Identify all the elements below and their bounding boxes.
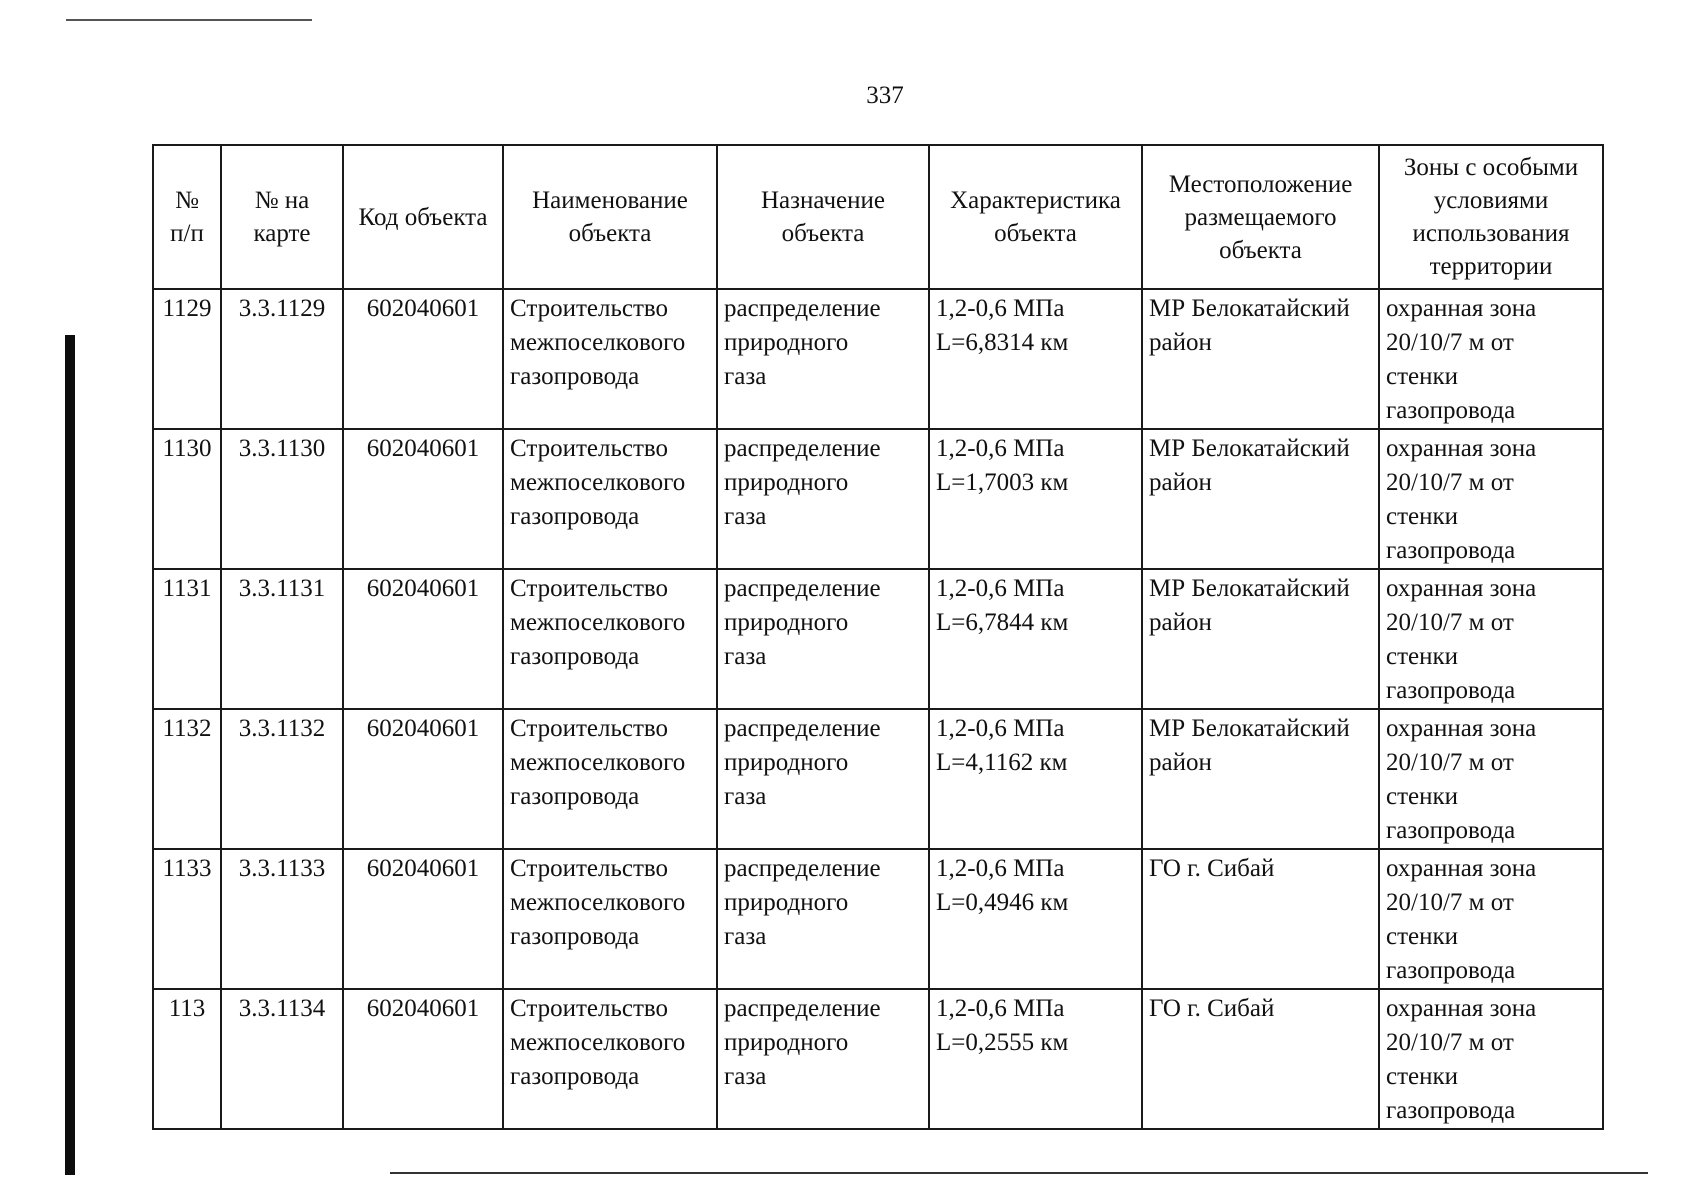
cell-map-num: 3.3.1134 (221, 989, 343, 1129)
cell-code: 602040601 (343, 989, 503, 1129)
table-row (153, 569, 1603, 709)
cell-purpose-lines (724, 572, 922, 674)
header-lines (346, 201, 500, 234)
text-line: природного (724, 749, 849, 776)
cell-num: 1130 (153, 429, 221, 569)
cell-location-lines (1149, 852, 1372, 886)
text-line: № на (254, 187, 310, 214)
text-line: стенки (1386, 643, 1459, 670)
text-line: L=1,7003 км (936, 469, 1069, 496)
header-lines (224, 184, 340, 250)
text-line: распределение (724, 855, 881, 882)
text-line: газопровода (1386, 817, 1516, 844)
cell-name-lines (510, 572, 710, 674)
cell-location-lines (1149, 712, 1372, 780)
text-line: стенки (1386, 923, 1459, 950)
text-line: газопровода (510, 923, 640, 950)
text-line: 1,2-0,6 МПа (936, 575, 1065, 602)
text-line: распределение (724, 715, 881, 742)
text-line: газопровода (1386, 677, 1516, 704)
cell-name-lines (510, 992, 710, 1094)
text-line: размещаемого (1184, 203, 1337, 231)
text-line: Строительство (510, 435, 669, 462)
cell-num: 1132 (153, 709, 221, 849)
text-line: газопровода (510, 783, 640, 810)
cell-purpose-lines (724, 292, 922, 394)
text-line: газопровода (1386, 957, 1516, 984)
text-line: район (1149, 329, 1212, 356)
cell-zone (1379, 709, 1603, 849)
cell-name (503, 849, 717, 989)
cell-purpose-lines (724, 992, 922, 1094)
cell-zone (1379, 989, 1603, 1129)
text-line: L=0,2555 км (936, 1029, 1069, 1056)
table-row (153, 989, 1603, 1129)
text-line: объекта (994, 220, 1077, 247)
cell-name (503, 429, 717, 569)
text-line: район (1149, 749, 1212, 776)
cell-zone-lines (1386, 292, 1596, 428)
text-line: Местоположение (1168, 170, 1353, 198)
cell-map-num: 3.3.1131 (221, 569, 343, 709)
text-line: L=0,4946 км (936, 889, 1069, 916)
header-zones (1379, 145, 1603, 289)
cell-location (1142, 289, 1379, 429)
text-line: ГО г. Сибай (1149, 855, 1275, 882)
text-line: 1,2-0,6 МПа (936, 295, 1065, 322)
text-line: стенки (1386, 1063, 1459, 1090)
text-line: газа (724, 643, 767, 670)
text-line: межпоселкового (510, 469, 686, 496)
cell-num: 1133 (153, 849, 221, 989)
text-line: межпоселкового (510, 1029, 686, 1056)
cell-zone-lines (1386, 712, 1596, 848)
header-lines (1382, 151, 1600, 283)
text-line: 20/10/7 м от (1386, 749, 1514, 776)
cell-num: 113 (153, 989, 221, 1129)
text-line: L=4,1162 км (936, 749, 1068, 776)
text-line: газа (724, 923, 767, 950)
text-line: объекта (568, 220, 652, 247)
text-line: межпоселкового (510, 609, 686, 636)
cell-spec-lines (936, 572, 1135, 640)
cell-name-lines (510, 292, 710, 394)
cell-spec (929, 289, 1142, 429)
header-spec (929, 145, 1142, 289)
text-line: МР Белокатайский (1149, 715, 1350, 742)
cell-code: 602040601 (343, 849, 503, 989)
text-line: Строительство (510, 715, 669, 742)
cell-purpose (717, 429, 929, 569)
cell-spec (929, 429, 1142, 569)
text-line: природного (724, 329, 849, 356)
text-line: Зоны с особыми (1403, 154, 1579, 181)
text-line: Строительство (510, 855, 669, 882)
header-code (343, 145, 503, 289)
page-number: 337 (866, 82, 904, 109)
cell-location-lines (1149, 432, 1372, 500)
header-lines (720, 184, 926, 250)
text-line: Характеристика (950, 187, 1121, 214)
cell-zone-lines (1386, 432, 1596, 568)
cell-location-lines (1149, 992, 1372, 1026)
text-line: МР Белокатайский (1149, 295, 1350, 322)
cell-map-num: 3.3.1133 (221, 849, 343, 989)
cell-name (503, 289, 717, 429)
text-line: 20/10/7 м от (1386, 609, 1514, 636)
text-line: стенки (1386, 503, 1459, 530)
text-line: объекта (781, 220, 865, 247)
cell-location-lines (1149, 292, 1372, 360)
cell-spec-lines (936, 712, 1135, 780)
cell-spec-lines (936, 992, 1135, 1060)
text-line: карте (253, 220, 311, 247)
text-line: охранная зона (1386, 855, 1537, 882)
header-location (1142, 145, 1379, 289)
cell-code: 602040601 (343, 569, 503, 709)
text-line: 1,2-0,6 МПа (936, 995, 1065, 1022)
text-line: район (1149, 609, 1212, 636)
cell-name (503, 989, 717, 1129)
text-line: L=6,8314 км (936, 329, 1069, 356)
objects-table (152, 144, 1604, 1130)
text-line: распределение (724, 575, 881, 602)
header-name (503, 145, 717, 289)
cell-name (503, 709, 717, 849)
text-line: стенки (1386, 363, 1459, 390)
text-line: газа (724, 363, 767, 390)
text-line: распределение (724, 435, 881, 462)
cell-map-num: 3.3.1130 (221, 429, 343, 569)
text-line: природного (724, 1029, 849, 1056)
text-line: 1,2-0,6 МПа (936, 715, 1065, 742)
text-line: газа (724, 1063, 767, 1090)
text-line: МР Белокатайский (1149, 575, 1350, 602)
header-num (153, 145, 221, 289)
text-line: охранная зона (1386, 995, 1537, 1022)
cell-map-num: 3.3.1132 (221, 709, 343, 849)
cell-zone-lines (1386, 572, 1596, 708)
text-line: 1,2-0,6 МПа (936, 855, 1065, 882)
cell-location (1142, 429, 1379, 569)
cell-purpose-lines (724, 852, 922, 954)
scan-artifact-top-line (66, 19, 312, 21)
text-line: газопровода (510, 363, 640, 390)
text-line: Строительство (510, 295, 669, 322)
text-line: природного (724, 469, 849, 496)
cell-num: 1129 (153, 289, 221, 429)
cell-spec (929, 989, 1142, 1129)
cell-location (1142, 709, 1379, 849)
cell-spec (929, 849, 1142, 989)
text-line: территории (1429, 253, 1553, 280)
cell-purpose (717, 709, 929, 849)
scan-artifact-bottom-line (390, 1172, 1648, 1174)
text-line: распределение (724, 295, 881, 322)
text-line: 20/10/7 м от (1386, 889, 1514, 916)
text-line: охранная зона (1386, 295, 1537, 322)
cell-spec-lines (936, 852, 1135, 920)
cell-location (1142, 569, 1379, 709)
cell-code: 602040601 (343, 289, 503, 429)
scan-artifact-left-bar (65, 335, 75, 1175)
cell-zone (1379, 429, 1603, 569)
text-line: газопровода (1386, 397, 1516, 424)
cell-name-lines (510, 712, 710, 814)
text-line: 20/10/7 м от (1386, 1029, 1514, 1056)
table-row (153, 289, 1603, 429)
text-line: МР Белокатайский (1149, 435, 1350, 462)
table-row (153, 709, 1603, 849)
text-line: 20/10/7 м от (1386, 469, 1514, 496)
cell-zone (1379, 569, 1603, 709)
text-line: межпоселкового (510, 749, 686, 776)
cell-num: 1131 (153, 569, 221, 709)
text-line: Строительство (510, 995, 669, 1022)
text-line: Наименование (532, 187, 688, 214)
cell-spec (929, 709, 1142, 849)
cell-spec-lines (936, 292, 1135, 360)
text-line: охранная зона (1386, 715, 1537, 742)
text-line: газопровода (510, 1063, 640, 1090)
text-line: газа (724, 503, 767, 530)
cell-zone-lines (1386, 992, 1596, 1128)
text-line: Код объекта (358, 203, 488, 231)
text-line: газопровода (1386, 537, 1516, 564)
text-line: природного (724, 889, 849, 916)
table-row (153, 429, 1603, 569)
text-line: 1,2-0,6 МПа (936, 435, 1065, 462)
cell-purpose (717, 569, 929, 709)
text-line: № (175, 187, 199, 214)
text-line: газа (724, 783, 767, 810)
text-line: газопровода (510, 643, 640, 670)
cell-purpose (717, 849, 929, 989)
cell-location (1142, 849, 1379, 989)
cell-purpose-lines (724, 712, 922, 814)
text-line: 20/10/7 м от (1386, 329, 1514, 356)
cell-name (503, 569, 717, 709)
cell-zone (1379, 849, 1603, 989)
cell-spec (929, 569, 1142, 709)
cell-zone-lines (1386, 852, 1596, 988)
table-row (153, 849, 1603, 989)
text-line: Строительство (510, 575, 669, 602)
text-line: использования (1412, 220, 1570, 247)
header-lines (506, 184, 714, 250)
text-line: район (1149, 469, 1212, 496)
text-line: газопровода (1386, 1097, 1516, 1124)
cell-zone (1379, 289, 1603, 429)
text-line: межпоселкового (510, 889, 686, 916)
text-line: межпоселкового (510, 329, 686, 356)
text-line: объекта (1219, 236, 1302, 264)
table-body (153, 289, 1603, 1129)
header-lines (156, 184, 218, 250)
cell-location (1142, 989, 1379, 1129)
header-lines (1145, 168, 1376, 267)
text-line: распределение (724, 995, 881, 1022)
text-line: L=6,7844 км (936, 609, 1069, 636)
table-header-row (153, 145, 1603, 289)
text-line: Назначение (760, 187, 886, 214)
text-line: охранная зона (1386, 435, 1537, 462)
cell-map-num: 3.3.1129 (221, 289, 343, 429)
text-line: стенки (1386, 783, 1459, 810)
text-line: условиями (1433, 187, 1549, 214)
cell-purpose (717, 289, 929, 429)
text-line: газопровода (510, 503, 640, 530)
text-line: п/п (170, 220, 204, 247)
text-line: охранная зона (1386, 575, 1537, 602)
cell-purpose-lines (724, 432, 922, 534)
cell-name-lines (510, 432, 710, 534)
header-map-num (221, 145, 343, 289)
text-line: ГО г. Сибай (1149, 995, 1275, 1022)
cell-purpose (717, 989, 929, 1129)
header-purpose (717, 145, 929, 289)
cell-spec-lines (936, 432, 1135, 500)
cell-name-lines (510, 852, 710, 954)
text-line: природного (724, 609, 849, 636)
cell-location-lines (1149, 572, 1372, 640)
header-lines (932, 184, 1139, 250)
cell-code: 602040601 (343, 709, 503, 849)
cell-code: 602040601 (343, 429, 503, 569)
